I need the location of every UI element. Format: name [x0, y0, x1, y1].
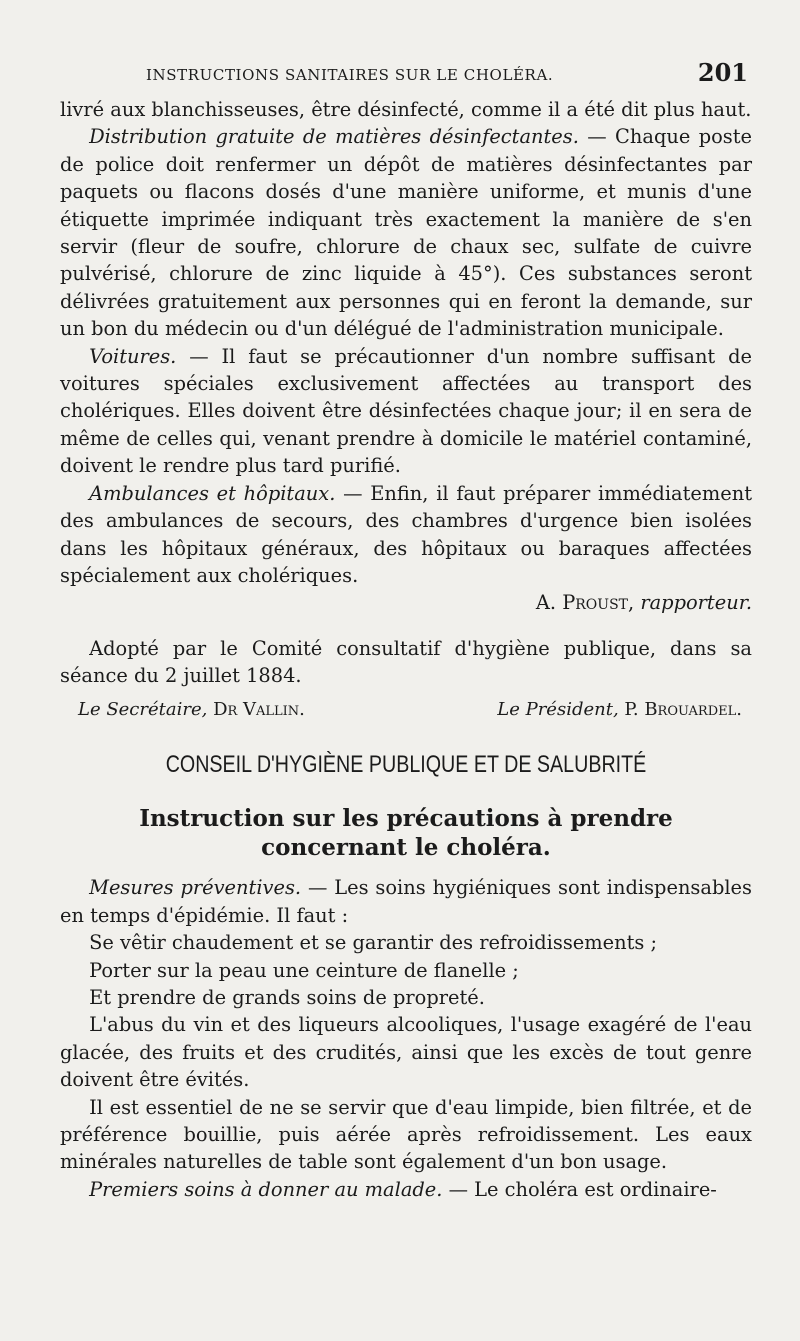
ambulances-paragraph — [60, 480, 752, 590]
rapporteur-name: A. Proust, — [535, 591, 635, 615]
premiers-soins-heading: Premiers soins à donner au malade. — [89, 1177, 443, 1201]
distribution-paragraph — [60, 123, 752, 342]
premiers-soins-paragraph — [60, 1176, 752, 1203]
running-title: INSTRUCTIONS SANITAIRES SUR LE CHOLÉRA. — [146, 66, 554, 84]
distribution-text: — Chaque poste de police doit renfermer un dépôt de matières désinfectantes par paquets ou flacons dosés d'une manière uniforme, et munis d'une étiquette imprimée indiquant très exactement la manière de s'en servir (fleur de soufre, chlorure de chaux sec, sulfate de cuivre pulvérisé, chlorure de zinc liquide à 45°). Ces substances seront délivrées gratuitement aux personnes qui en feront la demande, sur un bon du médecin ou d'un délégué de l'administration municipale. — [60, 125, 753, 341]
distribution-heading: Distribution gratuite de matières désinfectantes. — [89, 125, 579, 149]
eau-paragraph: Il est essentiel de ne se servir que d'eau limpide, bien filtrée, et de préférence bouillie, puis aérée après refroidissement. Les eaux minérales naturelles de table sont également d'un bon usage. — [60, 1095, 752, 1174]
page-number: 201 — [697, 58, 748, 87]
list-item: Porter sur la peau une ceinture de flanelle ; — [89, 958, 519, 982]
president-signature — [497, 696, 742, 723]
voitures-paragraph — [60, 343, 752, 480]
ambulances-text: — Enfin, il faut préparer immédiatement des ambulances de secours, des chambres d'urgence bien isolées dans les hôpitaux généraux, des hôpitaux ou baraques affectées spécialement aux cholériques. — [60, 481, 752, 587]
body-text — [60, 96, 752, 1203]
list-item: Et prendre de grands soins de propreté. — [89, 985, 485, 1009]
rapporteur-signature — [60, 589, 752, 616]
instruction-title: Instruction sur les précautions à prendre concernant le choléra. — [139, 805, 673, 862]
secretary-name: Dr Vallin. — [207, 698, 305, 720]
list-item: Se vêtir chaudement et se garantir des refroidissements ; — [89, 931, 658, 955]
secretary-title: Le Secrétaire, — [78, 698, 208, 720]
premiers-soins-text: — Le choléra est ordinaire- — [442, 1177, 717, 1201]
secretary-signature — [78, 696, 305, 723]
section-heading: CONSEIL D'HYGIÈNE PUBLIQUE ET DE SALUBRITÉ — [165, 750, 647, 778]
adoption-paragraph: Adopté par le Comité consultatif d'hygiène publique, dans sa séance du 2 juillet 1884. — [60, 636, 752, 688]
running-head — [60, 58, 750, 92]
rapporteur-role: rapporteur. — [634, 591, 752, 615]
voitures-text: — Il faut se précautionner d'un nombre suffisant de voitures spéciales exclusivement affectées au transport des cholériques. Elles doivent être désinfectées chaque jour; il en sera de même de celles qui, venant prendre à domicile le matériel contaminé, doivent le rendre plus tard purifié. — [60, 344, 752, 478]
signatories — [60, 696, 752, 723]
continuation-paragraph: livré aux blanchisseuses, être désinfecté, comme il a été dit plus haut. — [60, 98, 752, 121]
mesures-heading: Mesures préventives. — [89, 876, 302, 900]
voitures-heading: Voitures. — [89, 344, 177, 368]
president-name: P. Brouardel. — [618, 698, 742, 720]
ambulances-heading: Ambulances et hôpitaux. — [89, 481, 336, 505]
abus-paragraph: L'abus du vin et des liqueurs alcooliques, l'usage exagéré de l'eau glacée, des fruits et des crudités, ainsi que les excès de tout genre doivent être évités. — [60, 1013, 752, 1092]
president-title: Le Président, — [497, 698, 619, 720]
mesures-text: — Les soins hygiéniques sont indispensables en temps d'épidémie. Il faut : — [60, 876, 752, 927]
mesures-paragraph — [60, 874, 752, 929]
